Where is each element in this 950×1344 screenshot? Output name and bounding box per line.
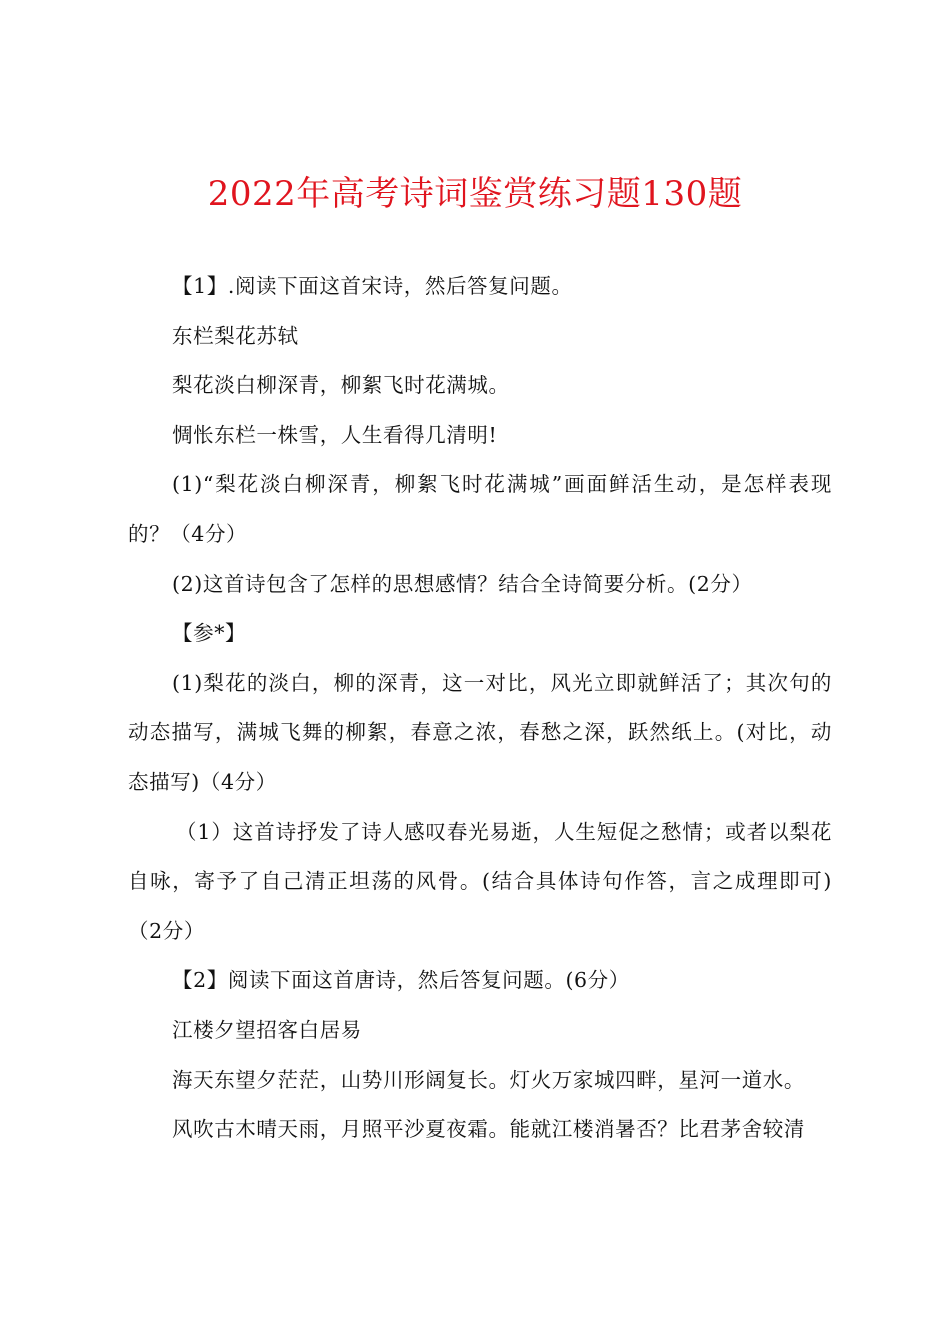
paragraph-poem-2-title: 江楼夕望招客白居易 — [172, 1017, 362, 1042]
document-body — [128, 262, 832, 1155]
paragraph-question-1-part-2: (2)这首诗包含了怎样的思想感情？结合全诗简要分析。(2分） — [172, 571, 753, 596]
paragraph-poem-2-line-2: 风吹古木晴天雨，月照平沙夏夜霜。能就江楼消暑否？比君茅舍较清 — [172, 1117, 805, 1142]
paragraph-question-2-intro: 【2】阅读下面这首唐诗，然后答复问题。(6分） — [172, 968, 630, 993]
paragraph-answer-heading: 【参*】 — [172, 621, 247, 646]
paragraph-poem-1-line-2: 惆怅东栏一株雪，人生看得几清明! — [172, 422, 498, 447]
document-title: 2022年高考诗词鉴赏练习题130题 — [207, 174, 743, 214]
paragraph-question-1-part-1: (1)“梨花淡白柳深青，柳絮飞时花满城”画面鲜活生动，是怎样表现的？（4分） — [128, 472, 832, 546]
paragraph-poem-2-line-1: 海天东望夕茫茫，山势川形阔复长。灯火万家城四畔，星河一道水。 — [172, 1067, 805, 1092]
paragraph-question-1-intro: 【1】.阅读下面这首宋诗，然后答复问题。 — [172, 274, 573, 298]
paragraph-poem-1-line-1: 梨花淡白柳深青，柳絮飞时花满城。 — [172, 373, 510, 398]
paragraph-poem-1-title: 东栏梨花苏轼 — [172, 323, 299, 348]
paragraph-answer-2: （1）这首诗抒发了诗人感叹春光易逝，人生短促之愁情；或者以梨花自咏，寄予了自己清正坦荡的风骨。(结合具体诗句作答，言之成理即可)（2分） — [128, 819, 832, 943]
paragraph-answer-1: (1)梨花的淡白，柳的深青，这一对比，风光立即就鲜活了；其次句的动态描写，满城飞舞的柳絮，春意之浓，春愁之深，跃然纸上。(对比，动态描写)（4分） — [128, 670, 832, 794]
